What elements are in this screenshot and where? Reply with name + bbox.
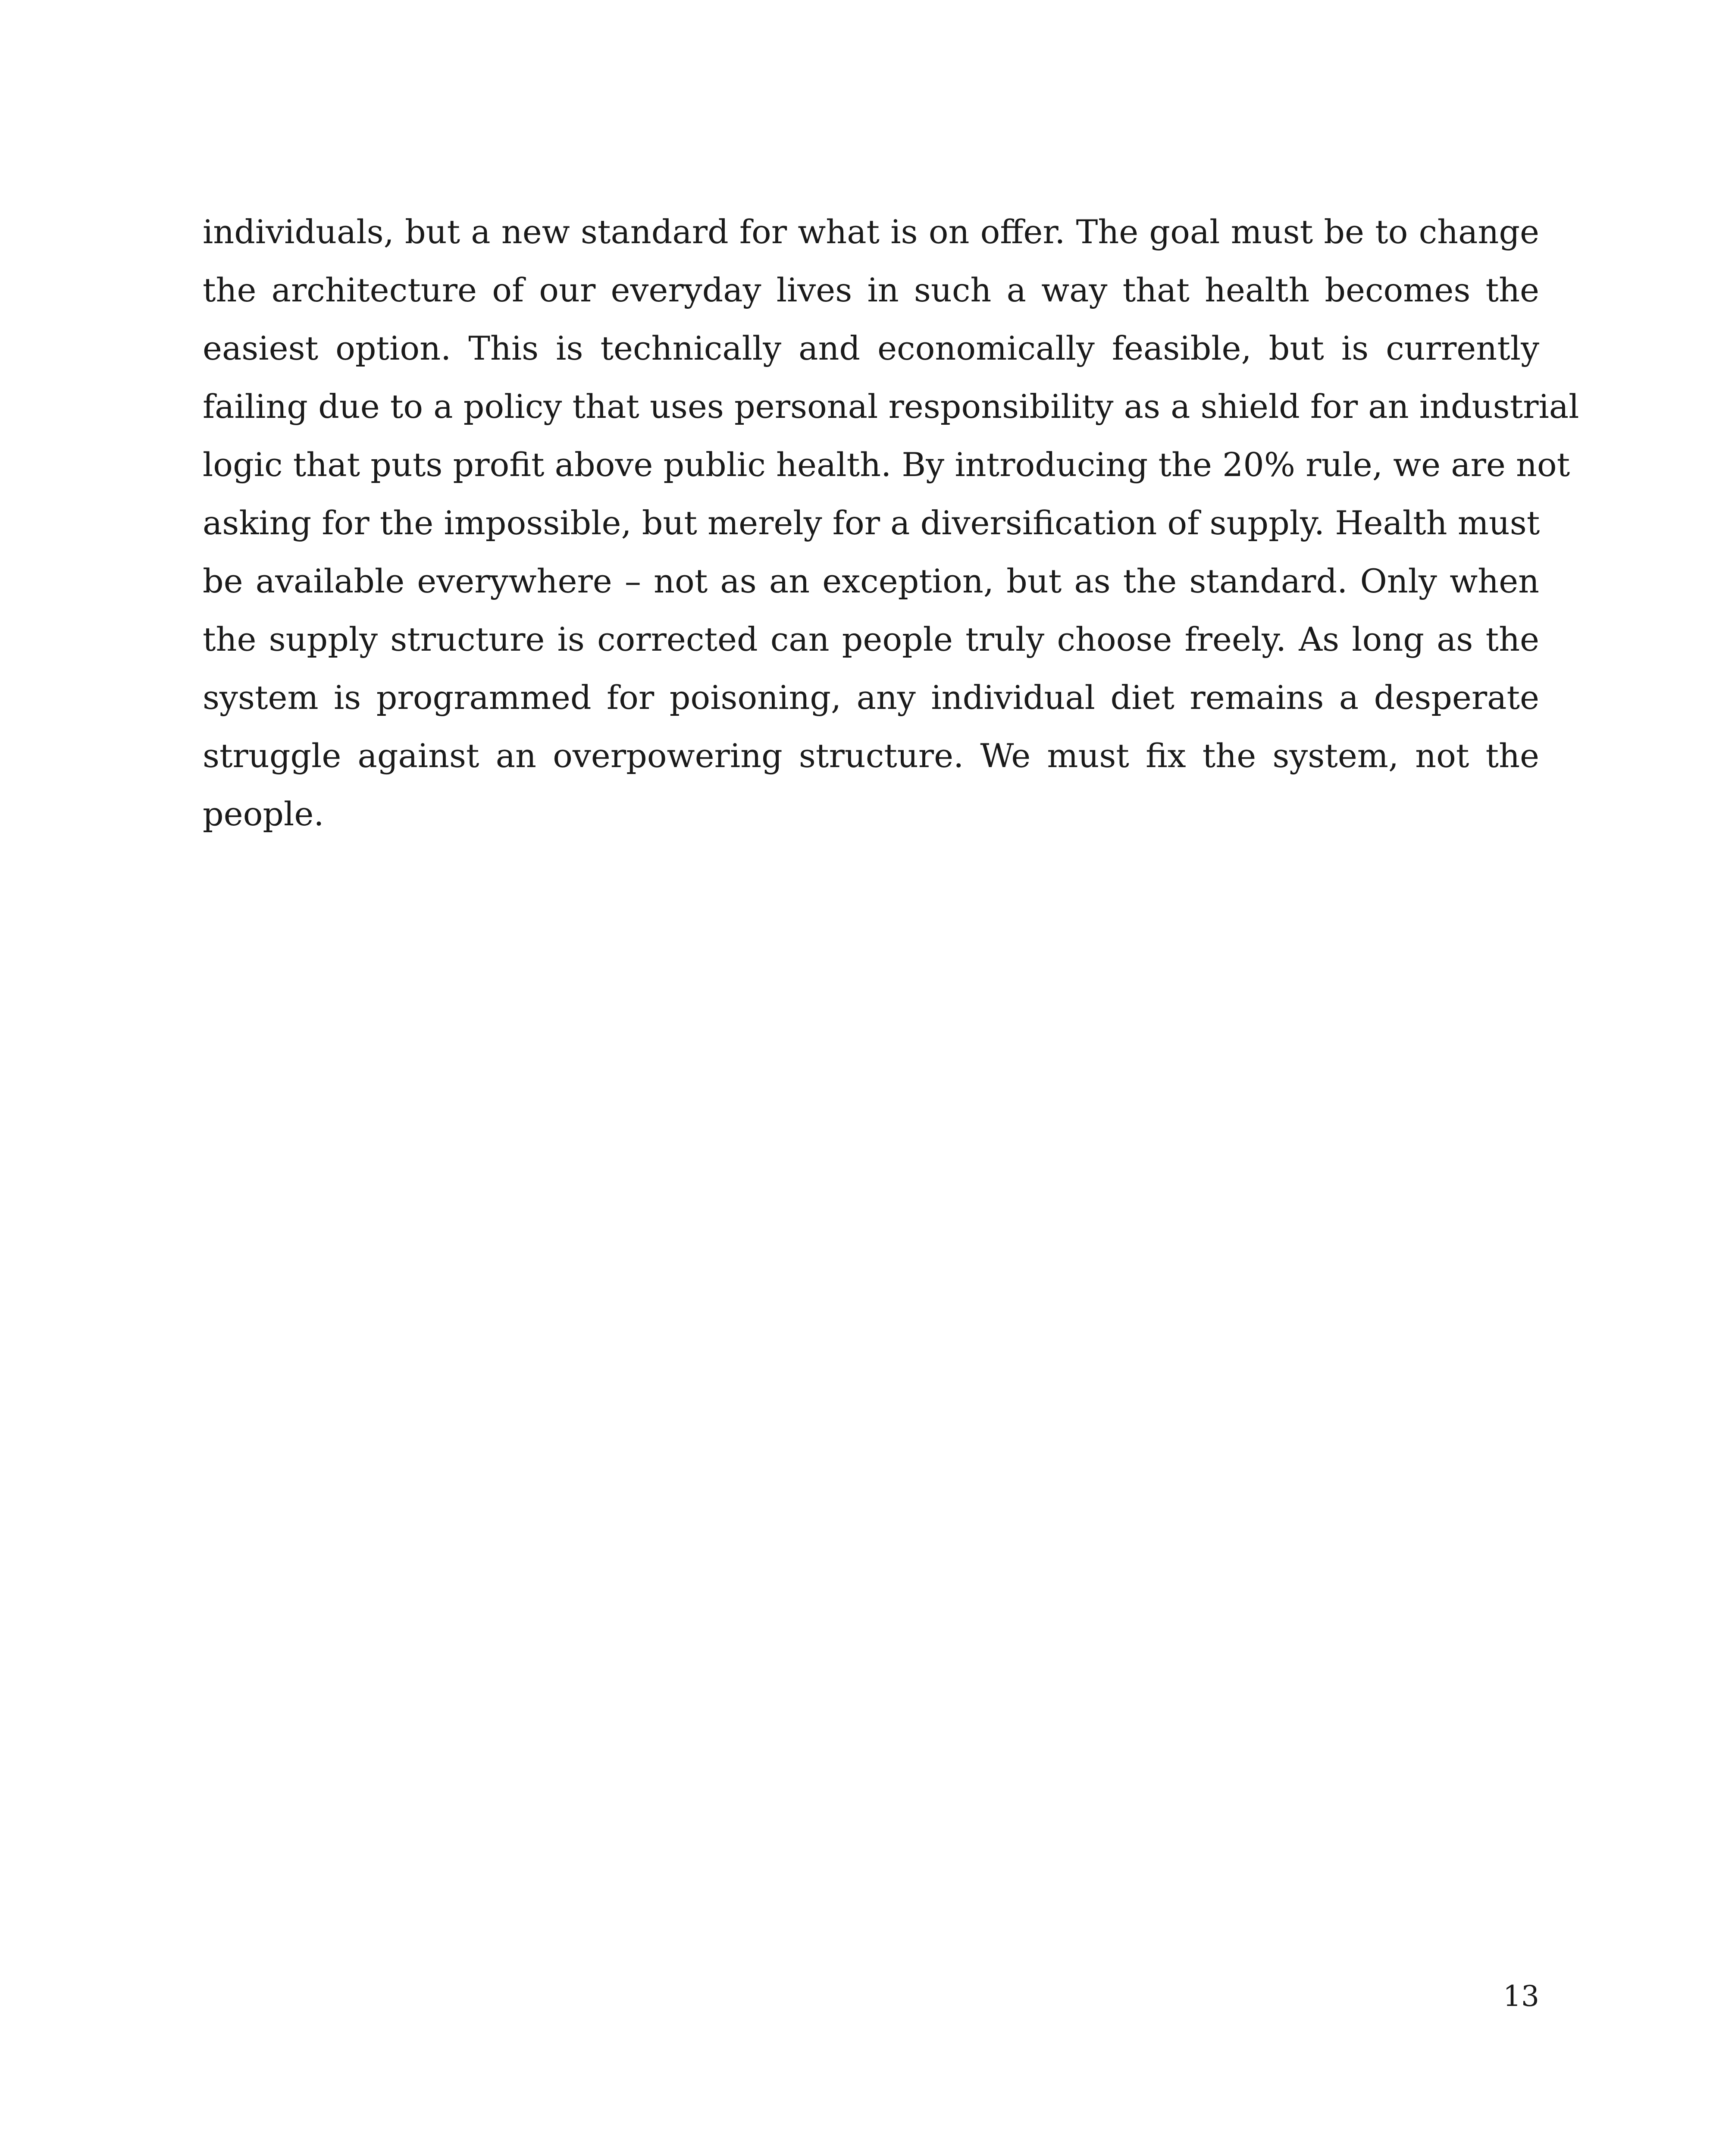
paragraph-line: failing due to a policy that uses personal responsibility as a shield for an industrial: [203, 387, 1579, 426]
paragraph-line: be available everywhere – not as an exception, but as the standard. Only when: [203, 562, 1539, 600]
paragraph-line: the architecture of our everyday lives in such a way that health becomes the: [203, 271, 1539, 309]
paragraph-line: the supply structure is corrected can people truly choose freely. As long as the: [203, 620, 1539, 658]
paragraph-line: people.: [203, 795, 324, 833]
paragraph-line: individuals, but a new standard for what is on offer. The goal must be to change: [203, 213, 1539, 251]
paragraph-line: asking for the impossible, but merely for a diversification of supply. Health must: [203, 504, 1540, 542]
body-paragraph: [203, 203, 1579, 843]
paragraph-line: easiest option. This is technically and economically feasible, but is currently: [203, 329, 1539, 367]
paragraph-line: struggle against an overpowering structure. We must fix the system, not the: [203, 736, 1539, 775]
paragraph-line: logic that puts profit above public health. By introducing the 20% rule, we are not: [203, 445, 1570, 484]
paragraph-line: system is programmed for poisoning, any individual diet remains a desperate: [203, 678, 1539, 717]
page-number: 13: [1503, 1980, 1539, 2013]
